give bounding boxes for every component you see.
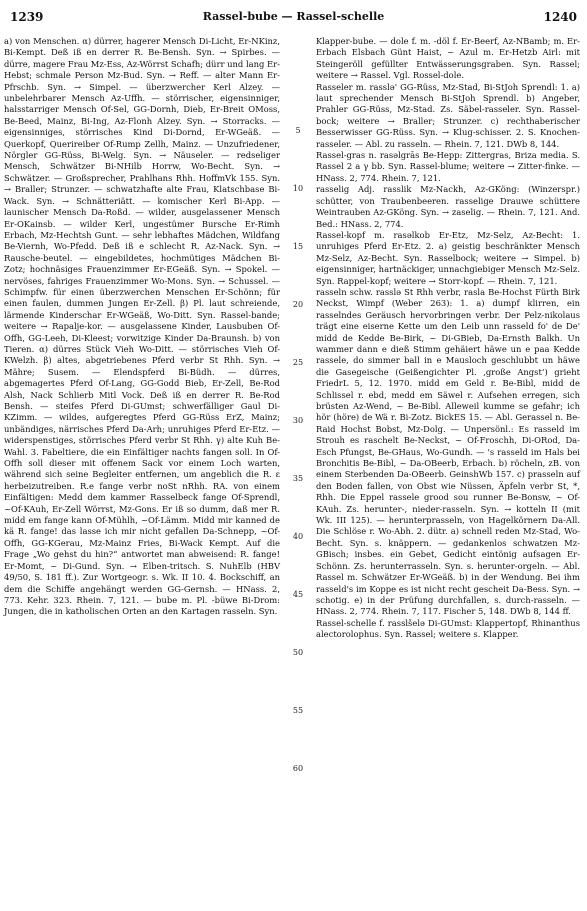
page-header — [10, 10, 577, 28]
line-number: 10 — [292, 184, 304, 193]
entry-text: Rassel-kopf m. rasəlkob Er-Etz, Mz-Selz, Az-Becht: 1. unruhiges Pferd Er-Etz. 2. a) geistig beschränkter Mensch Mz-Selz, Az-Becht. Syn. Rasselbock; weitere → Simpel. b) eigensinniger, hartnäckiger, unnachgiebiger Mensch Mz-Selz. Syn. Rappel-kopf; weitere → Storr-kopf. — Rhein. 7, 121. — [316, 229, 580, 286]
line-number: 15 — [292, 242, 304, 251]
line-number: 60 — [292, 764, 304, 773]
entry-text: Rassel-gras n. rasəlgrās Be-Hepp: Zittergras, Briza media. S. Rassel 2 a γ bb. Syn. Rassel-blume; weitere → Zitter-finke. — HNass. 2, 774. Rhein. 7, 121. — [316, 150, 580, 183]
line-number: 50 — [292, 648, 304, 657]
line-number: 35 — [292, 474, 304, 483]
line-number: 55 — [292, 706, 304, 715]
left-column — [4, 36, 280, 618]
entry-text: Rasseler m. rasslə' GG-Rüss, Mz-Stad, Bi-StJoh Sprendl: 1. a) laut sprechender Mensch Bi-StJoh Sprendl. b) Angeber, Prahler GG-Rüss, Mz-Stad. Zs. Säbel-rasseler. Syn. Rassel-bock; weitere → Braller; Strunzer. c) rechthaberischer Besserwisser GG-Rüss. Syn. → Klug-schisser. 2. S. Knochen-rasseler. — Abl. zu rasseln. — Rhein. 7, 121. DWb 8, 144. — [316, 81, 580, 149]
line-number: 20 — [292, 300, 304, 309]
entry-text: rasselig Adj. rasslik Mz-Nackh, Az-GKöng: (Winzerspr.) schütter, von Traubenbeeren. rasselige Drauwe schüttere Weintrauben Az-GKöng. Syn. → zaselig. — Rhein. 7, 121. And. Bed.: HNass. 2, 774. — [316, 184, 580, 229]
entry-text: a) von Menschen. α) dürrer, hagerer Mensch Di-Licht, Er-NKinz, Bi-Kempt. Deß iß en derrer R. Be-Bensh. Syn. → Spirbes. — dürre, magere Frau Mz-Ess, Az-Wörrst Schafh; dürr und lang Er-Hebst; schmale Person Mz-Bud. Syn. → Reff. — alter Mann Er-Pfrschb. Syn. → Simpel. — überzwercher Kerl Alzey. — unbelehrbarer Mensch Az-Uffh. — störrischer, eigensinniger, halsstarriger Mensch Of-Sel, GG-Dornh, Dieb, Er-Breit OMoss, Be-Beed, Mainz, Bi-Ing, Az-Flonh Alzey. Syn. → Storracks. — eigensinniges, störrisches Kind Di-Dornd, Er-WGeäß. — Querkopf, Querireiber Of-Rump Zellh, Mainz. — Unzufriedener, Nörgler GG-Rüss, Bi-Welg. Syn. → Näuseler. — redseliger Mensch, Schwätzer Bi-NHilb Horrw, Wo-Becht. Syn. → Schwätzer. — Großsprecher, Prahlhans Rhh. HoffmVk 155. Syn. → Braller; Strunzer. — schwatzhafte alte Frau, Klatschbase Bi-Wack. Syn. → Schnätteriätt. — komischer Kerl Bi-App. — launischer Mensch Da-Roßd. — wilder, ausgelassener Mensch Er-OKainsb. — wilder Kerl, ungestümer Bursche Er-Rimh Erbach, Mz-Hechtsh Gunt. — sehr lebhaftes Mädchen, Wildfang Be-Viernh, Wo-Pfedd. Deß iß e schlecht R. Az-Nack. Syn. → Rausche-beutel. — eingebildetes, hochmütiges Mädchen Bi-Zotz; hochnäsiges Frauenzimmer Er-EGeäß. Syn. → Spokel. — nervöses, fahriges Frauenzimmer Wo-Mons. Syn. → Schussel. — Schimpfw. für einen überzwerchen Menschen Er-Schönn; für einen faulen, dummen Jungen Er-Zell. β) Pl. laut schreiende, lärmende Kinderschar Er-WGeäß, Wo-Ditt. Syn. Rassel-bande; weitere → Rapalje-kor. — ausgelassene Kinder, Lausbuben Of-Offh, GG-Leeh, Di-Kleest; vorwitzige Kinder Da-Braunsh. b) von Tieren. α) dürres Stück Vieh Wo-Ditt. — störrisches Vieh Of-KWelzh. β) altes, abgetriebenes Pferd verbr St Rhh. Syn. → Mähre; Susem. — Elendspferd Bi-Büdh. — dürres, abgemagertes Pferd Of-Lang, GG-Godd Bieb, Er-Zell, Be-Rod Alsh, Nack Schlierb Mitl Vock. Deß iß en derrer R. Be-Rod Bensh. — steifes Pferd Di-GUmst; schwerfälliger Gaul Di-KZimm. — wildes, aufgeregtes Pferd GG-Rüss ErZ, Mainz; unbändiges, närrisches Pferd Da-Arh; unruhiges Pferd Er-Etz. — widerspenstiges, störrisches Pferd verbr St Rhh. γ) alte Kuh Be-Wahl. 3. Fabeltiere, die ein Einfältiger nachts fangen soll. In Of-Offh soll dieser mit offenem Sack vor einem Loch warten, während sich seine Begleiter entfernen, um angeblich die R. ε herbeizutreiben. R.e fange verbr noSt nRhh. RA. von einem Einfältigen: Medd dem kammer Rasselbeck fange Of-Sprendl, ~Of-KAuh, Er-Zell Wörrst, Mz-Gons. Er iß so dumm, daß mer R. midd em fange kann Of-Mühlh, ~Of-Lämm. Midd mir kanned de kä R. fange! das lasse ich mir nicht gefallen Da-Schnepp, ~Of-Offh, GG-KGerau, Mz-Mainz Fries, Bi-Wack Kempt. Auf die Frage „Wo gehst du hin?“ antwortet man abweisend: R. fange! Er-Momt, ~ Di-Gund. Syn. → Elben-tritsch. S. NuhElb (HBV 49/50, S. 181 ff.). Zur Wortgeogr. s. Wk. II 10. 4. Bockschiff, an dem die Schiffe angehängt werden GG-Gernsh. — HNass. 2, 773. Kehr. 323. Rhein. 7, 121. — bube m. Pl. -büwe Bi-Drom: Jungen, die in katholischen Orten an den Kartagen rasseln. Syn. — [4, 36, 280, 617]
line-number: 40 — [292, 532, 304, 541]
page-number-left: 1239 — [10, 10, 44, 24]
line-number: 45 — [292, 590, 304, 599]
entry-text: Klapper-bube. — dole f. m. -döl f. Er-Beerf, Az-NBamb; m. Er-Erbach Elsbach Günt Haist, ~ Azul m. Er-Hetzb Airl: mit Steingeröll gefüllter Entwässerungsgraben. Syn. Rassel; weitere → Rassel. Vgl. Rossel-dole. — [316, 36, 580, 81]
entry-text: rasseln schw. rasslə St Rhh verbr, rasla Be-Hochst Fürth Birk Neckst, Wimpf (Weber 263): 1. a) dumpf klirren, ein rasselndes Geräusch hervorbringen verbr. Der Pelz-nikolaus trägt eine eiserne Kette um den Leib unn rasseld fo' de De' midd de Kedde Be-Birk, ~ Di-GBieb, Da-Ernsth Balkh. Un wammer dann e dieß Stimm gehäiert häwe un e paa Kedde rassele, do simmer ball in e Mausloch geschlubbt un häwe die Gasegeische (Geißengichter Pl. ‚große Angst‘) grieht FriedrL 5, 12. 1970. midd em Geld r. Be-Bibl, midd de Schlissel r. ebd, medd em Säwel r. Aufsehen erregen, sich brüsten Az-Wend, ~ Be-Bibl. Alleweil kumme se gefahr; ich hör (höre) de Wä r. Bi-Zotz. BickES 15. — Abl. Gerassel n. Be-Raid Hochst Bobst, Mz-Dolg. — Unpersönl.: Es rasseld im Strouh es raschelt Be-Neckst, ~ Of-Froschh, Di-ORod, Da-Esch Pfungst, Be-GHaus, Wo-Gundh. — 's rasseld im Hals bei Bronchitis Be-Bibl, ~ Da-OBeerb, Erbach. b) röcheln, zB. von einem Sterbenden Da-OBeerb. GeinshWb 157. c) prasseln auf den Boden fallen, von Obst wie Nüssen, Äpfeln verbr St, *, Rhh. Die Eppel rassele grood sou runner Be-Bonsw, ~ Of-KAuh. Zs. herunter-, nieder-rasseln. Syn. → kotteln II (mit Wk. III 125). — herunterprasseln, von Hagelkörnern Da-All. Die Schlöse r. Wo-Abh. 2. dütr. a) schnell reden Mz-Stad, Wo-Becht. Syn. s. knäppern. — gedankenlos schwatzen Mz-GBisch; insbes. ein Gebet, Gedicht eintönig aufsagen Er-Schönn. Zs. herunterrasseln. Syn. s. herunter-orgeln. — Abl. Rassel m. Schwätzer Er-WGeäß. b) in der Wendung. Bei ihm rasseld's im Koppe es ist nicht recht gescheit Da-Bess. Syn. → schotig. e) in der Prüfung durchfallen, s. durch-rasseln. — HNass. 2, 774. Rhein. 7, 117. Fischer 5, 148. DWb 8, 144 ff. — [316, 286, 580, 617]
entry-text: Rassel-schelle f. rasslšelə Di-GUmst: Klappertopf, Rhinanthus alectorolophus. Syn. Rassel; weitere s. Klapper. — [316, 617, 580, 640]
line-number: 25 — [292, 358, 304, 367]
right-column — [316, 36, 580, 641]
running-title: Rassel-bube — Rassel-schelle — [202, 10, 385, 23]
page-number-right: 1240 — [543, 10, 577, 24]
line-number: 5 — [295, 126, 301, 135]
line-number: 30 — [292, 416, 304, 425]
